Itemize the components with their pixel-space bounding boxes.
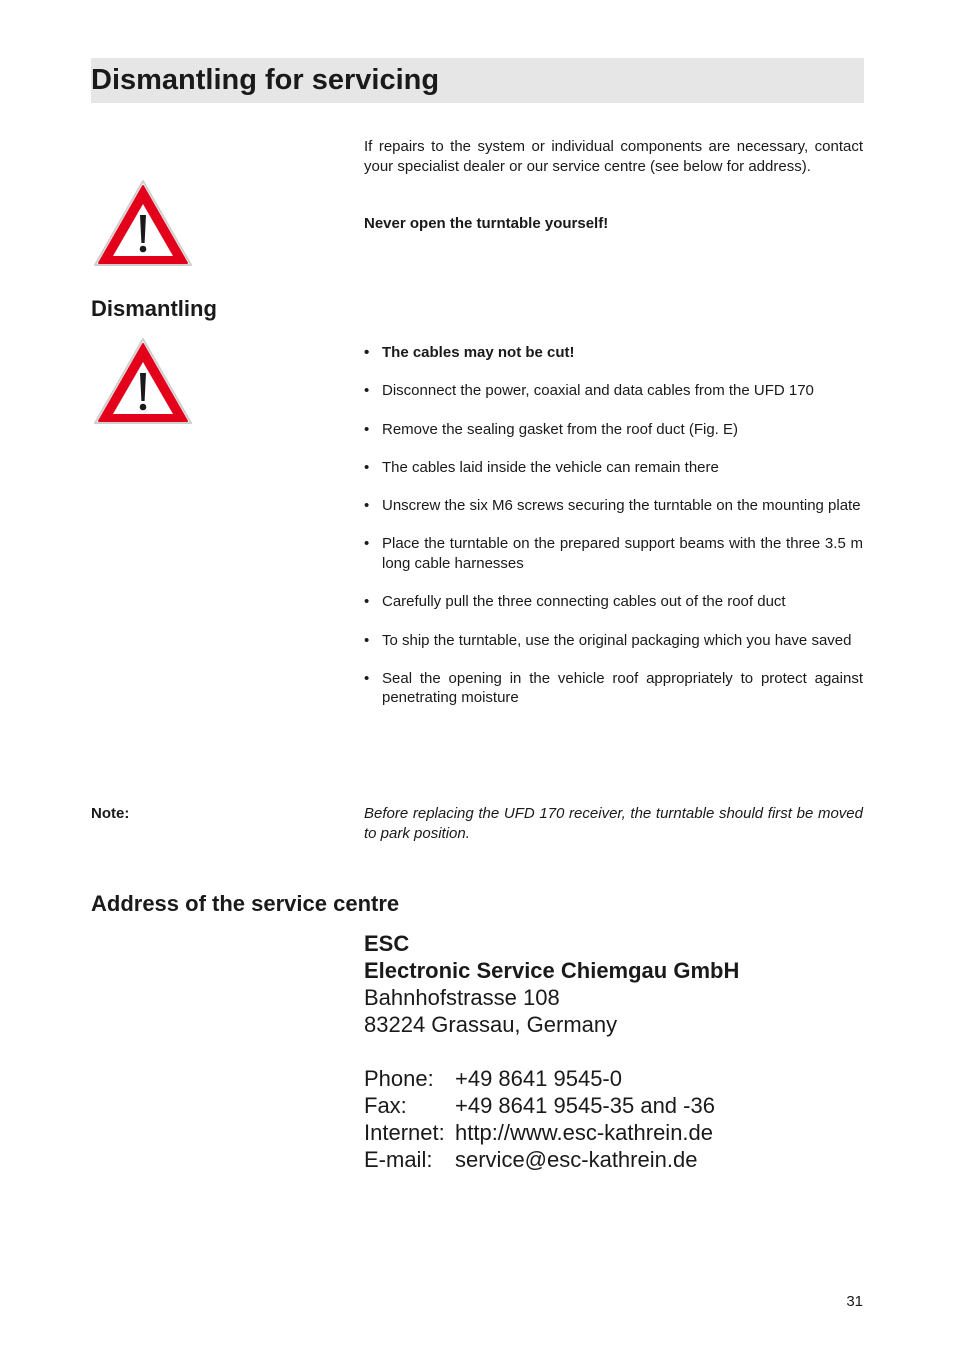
warning-triangle-icon [91, 177, 195, 269]
list-item: • Carefully pull the three connecting cables out of the roof duct [364, 592, 863, 612]
title-bar [91, 58, 864, 103]
phone-row [364, 1065, 863, 1092]
fax-row [364, 1092, 863, 1119]
internet-row [364, 1119, 863, 1146]
fax-label: Fax: [364, 1093, 407, 1118]
list-item: • To ship the turntable, use the original packaging which you have saved [364, 631, 863, 651]
contact-details [364, 1065, 863, 1173]
list-item: • The cables may not be cut! [364, 343, 863, 363]
list-item: • Unscrew the six M6 screws securing the turntable on the mounting plate [364, 496, 863, 516]
list-item: • Disconnect the power, coaxial and data cables from the UFD 170 [364, 381, 863, 401]
internet-value: http://www.esc-kathrein.de [455, 1120, 714, 1145]
note-text: Before replacing the UFD 170 receiver, the turntable should first be moved to park position. [364, 805, 863, 842]
intro-text: If repairs to the system or individual components are necessary, contact your specialist dealer or our service centre (see below for address). [364, 138, 863, 175]
list-item: • Remove the sealing gasket from the roof duct (Fig. E) [364, 420, 863, 440]
street: Bahnhofstrasse 108 [364, 985, 560, 1010]
page-title: Dismantling for servicing [91, 64, 440, 96]
email-label: E-mail: [364, 1147, 433, 1172]
intro-warning: Never open the turntable yourself! [364, 215, 609, 232]
list-item: • Place the turntable on the prepared support beams with the three 3.5 m long cable harnesses [364, 534, 863, 573]
phone-label: Phone: [364, 1066, 434, 1091]
page-number: 31 [846, 1293, 863, 1310]
fax-value: +49 8641 9545-35 and -36 [455, 1093, 715, 1118]
dismantling-heading: Dismantling [91, 296, 217, 321]
list-item: • The cables laid inside the vehicle can remain there [364, 458, 863, 478]
company-short: ESC [364, 931, 410, 956]
list-item: • Seal the opening in the vehicle roof appropriately to protect against penetrating moisture [364, 669, 863, 708]
city: 83224 Grassau, Germany [364, 1012, 618, 1037]
email-row [364, 1146, 863, 1173]
company-full: Electronic Service Chiemgau GmbH [364, 958, 740, 983]
email-value: service@esc-kathrein.de [455, 1147, 698, 1172]
service-address [364, 930, 863, 1173]
phone-value: +49 8641 9545-0 [455, 1066, 622, 1091]
dismantling-steps [364, 343, 863, 727]
internet-label: Internet: [364, 1120, 445, 1145]
service-heading: Address of the service centre [91, 891, 400, 916]
warning-triangle-icon [91, 335, 195, 427]
note-label: Note: [91, 805, 130, 822]
